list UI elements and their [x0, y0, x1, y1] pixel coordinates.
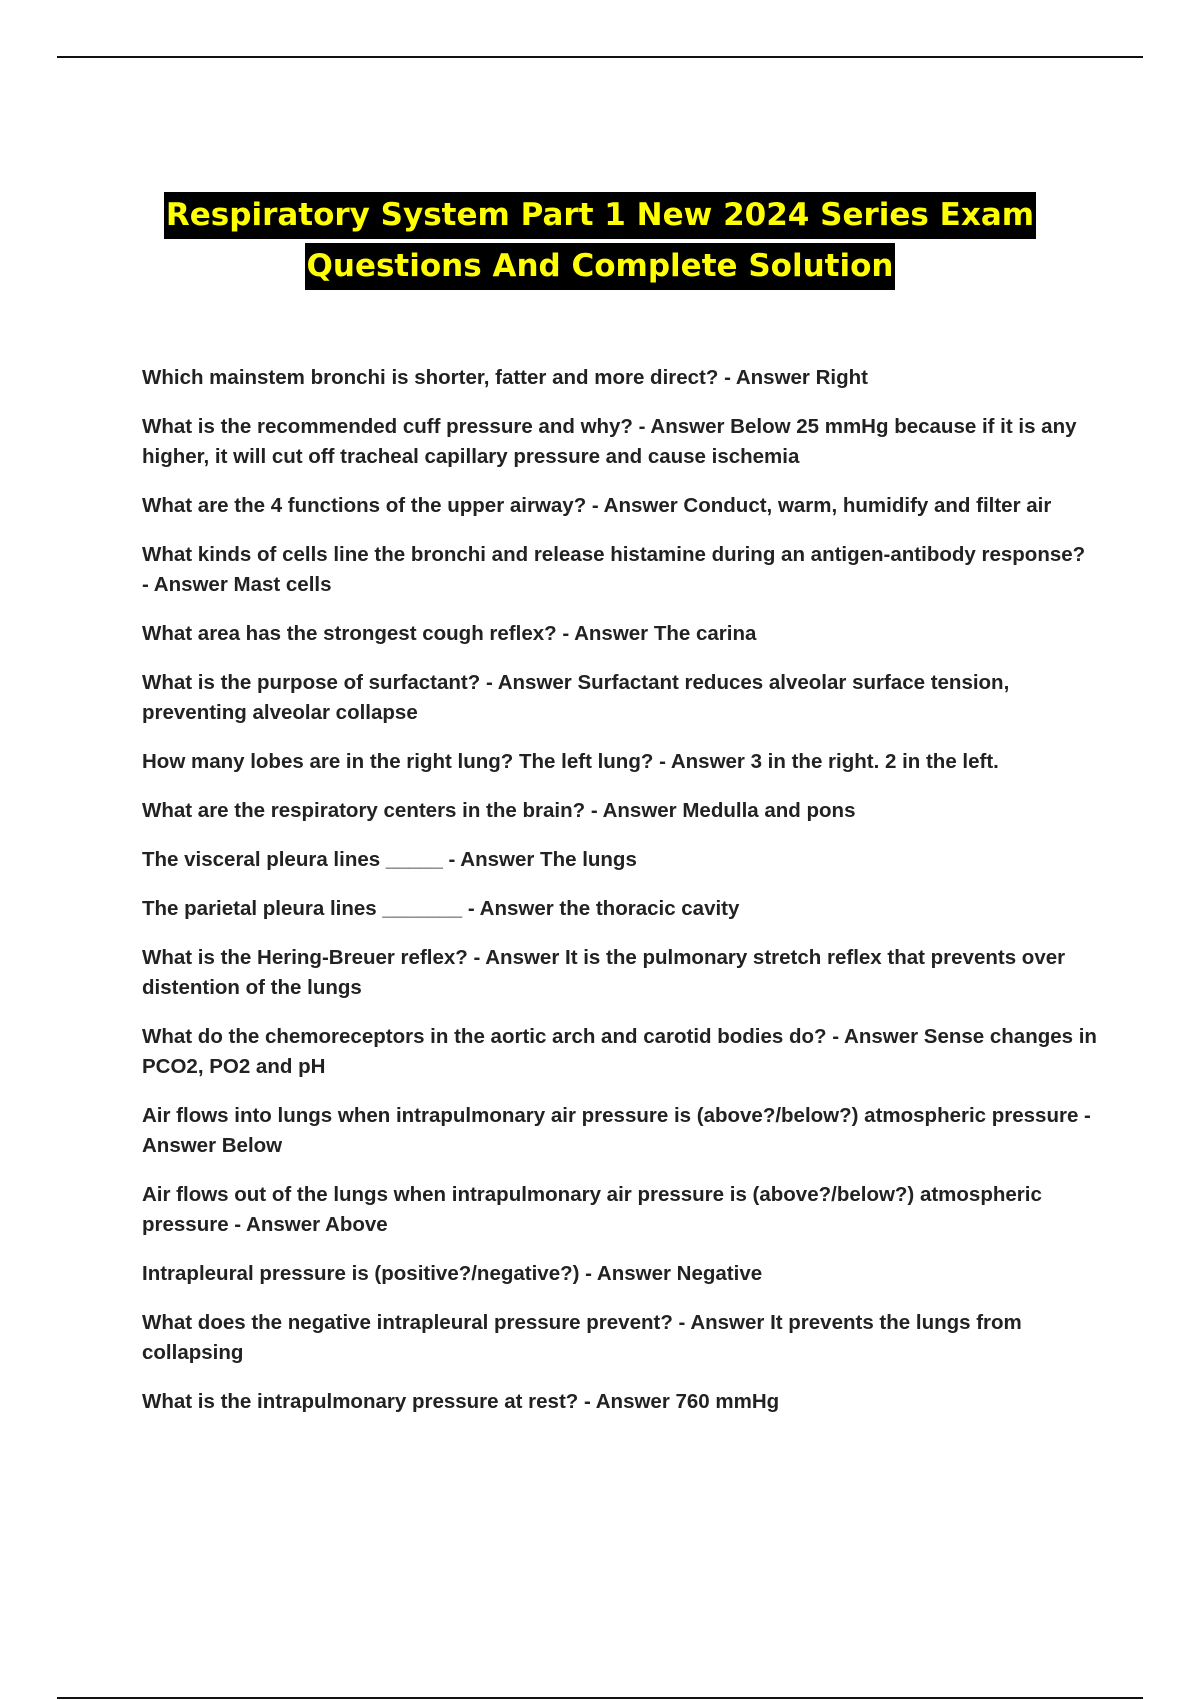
qa-item: What are the respiratory centers in the brain? - Answer Medulla and pons: [142, 799, 856, 822]
qa-item: What is the Hering-Breuer reflex? - Answer It is the pulmonary stretch reflex that prevents over distention of the lungs: [142, 946, 1066, 999]
qa-item: Intrapleural pressure is (positive?/negative?) - Answer Negative: [142, 1262, 763, 1285]
top-rule: [57, 56, 1143, 58]
qa-item: What do the chemoreceptors in the aortic arch and carotid bodies do? - Answer Sense changes in PCO2, PO2 and pH: [142, 1025, 1097, 1078]
title-line-2: Questions And Complete Solution: [305, 243, 896, 290]
qa-item: What is the purpose of surfactant? - Answer Surfactant reduces alveolar surface tension, preventing alveolar collapse: [142, 671, 1010, 724]
qa-item: How many lobes are in the right lung? The left lung? - Answer 3 in the right. 2 in the left.: [142, 750, 999, 773]
qa-item: What is the intrapulmonary pressure at rest? - Answer 760 mmHg: [142, 1390, 780, 1413]
qa-item: Air flows out of the lungs when intrapulmonary air pressure is (above?/below?) atmospheric pressure - Answer Above: [142, 1183, 1042, 1236]
qa-item: What does the negative intrapleural pressure prevent? - Answer It prevents the lungs from collapsing: [142, 1311, 1022, 1364]
qa-item: What is the recommended cuff pressure and why? - Answer Below 25 mmHg because if it is any higher, it will cut off tracheal capillary pressure and cause ischemia: [142, 415, 1077, 468]
question-answer-list: [142, 363, 1097, 1436]
qa-item: The parietal pleura lines _______ - Answer the thoracic cavity: [142, 897, 740, 920]
qa-item: Air flows into lungs when intrapulmonary air pressure is (above?/below?) atmospheric pressure - Answer Below: [142, 1104, 1091, 1157]
title-line-1: Respiratory System Part 1 New 2024 Series Exam: [164, 192, 1036, 239]
qa-item: The visceral pleura lines _____ - Answer The lungs: [142, 848, 637, 871]
qa-item: Which mainstem bronchi is shorter, fatter and more direct? - Answer Right: [142, 366, 868, 389]
qa-item: What are the 4 functions of the upper airway? - Answer Conduct, warm, humidify and filter air: [142, 494, 1052, 517]
document-title: [0, 192, 1200, 294]
qa-item: What kinds of cells line the bronchi and release histamine during an antigen-antibody response? - Answer Mast cells: [142, 543, 1086, 596]
qa-item: What area has the strongest cough reflex? - Answer The carina: [142, 622, 757, 645]
bottom-rule: [57, 1697, 1143, 1699]
